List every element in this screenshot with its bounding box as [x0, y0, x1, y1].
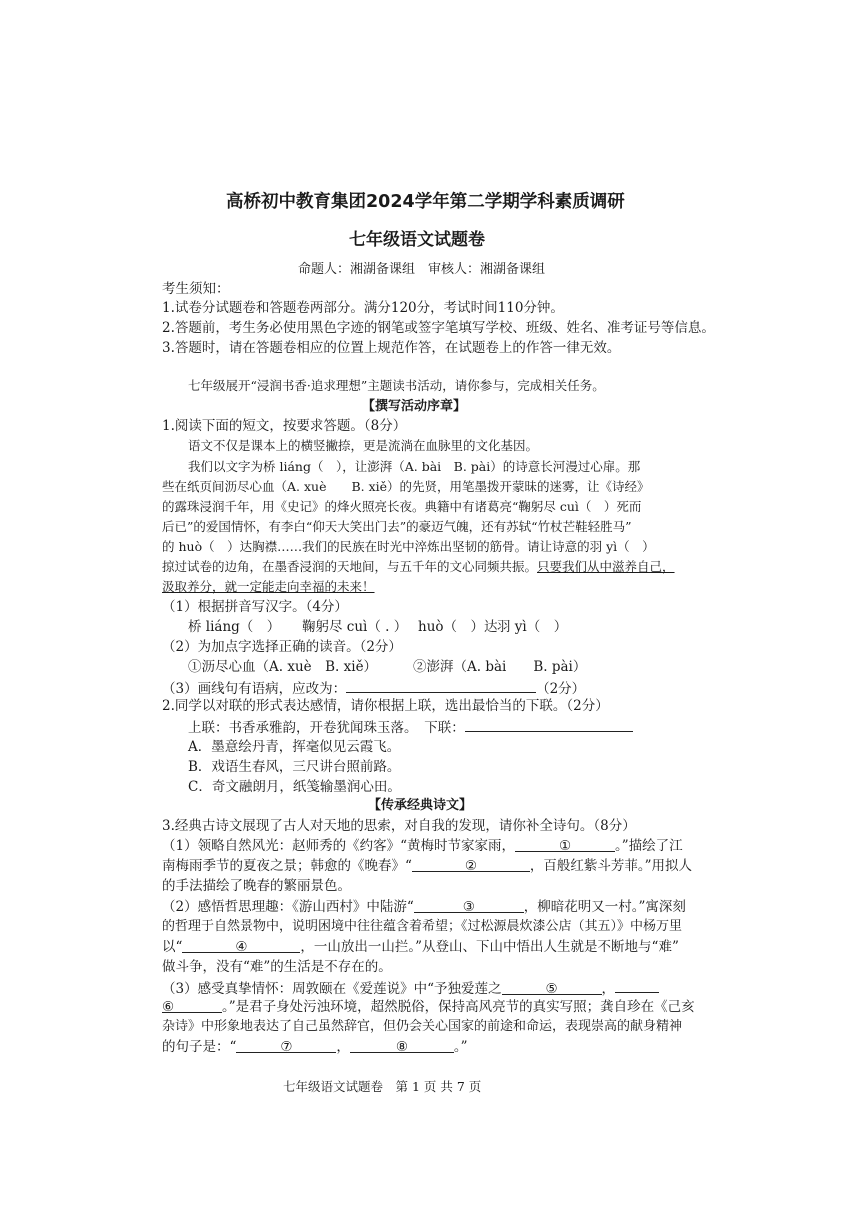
q1-passage-line: 的露珠浸润千年，用《史记》的烽火照亮长夜。典籍中有诸葛亮“鞠躬尽 cuì（ ）死而	[162, 499, 642, 514]
q1-sub1: （1）根据拼音写汉字。（4分）	[162, 599, 348, 615]
q1-passage-line: 后已”的爱国情怀，有李白“仰天大笑出门去”的豪迈气魄，还有苏轼“竹杖芒鞋轻胜马”	[162, 519, 632, 534]
q1-passage-line: 的 huò（ ）达胸襟……我们的民族在时光中淬炼出坚韧的筋骨。请让诗意的羽 yì（ ）	[162, 539, 655, 554]
q3-p3-line: ⑥ 。”是君子身处污浊环境，超然脱俗，保持高风亮节的真实写照；龚自珍在《己亥	[162, 999, 695, 1015]
answer-blank	[615, 978, 659, 993]
notice-item-1: 1.试卷分试题卷和答题卷两部分。满分120分，考试时间110分钟。	[162, 300, 564, 316]
q1-sub3: （3）画线句有语病，应改为： （2分）	[162, 678, 585, 698]
q1-sub1-item: 羽 yì（ ）	[497, 619, 568, 635]
q3-p1-line: 的手法描绘了晚春的繁丽景色。	[162, 878, 351, 894]
q1-sub1-item: huò（ ）达	[418, 619, 498, 635]
notice-heading: 考生须知：	[162, 281, 230, 297]
underlined-sentence: 汲取养分，就一定能走向幸福的未来！	[162, 579, 375, 594]
answer-blank: ⑥	[162, 998, 222, 1013]
q3-p2-line: 的哲理于自然景物中，说明困境中往往蕴含着希望；《过松源晨炊漆公店（其五）》中杨万里	[162, 919, 683, 934]
page-footer: 七年级语文试题卷 第 1 页 共 7 页	[283, 1079, 482, 1094]
answer-blank: ③	[414, 898, 524, 913]
q2-option: C．奇文融朗月，纸笺输墨润心田。	[188, 779, 401, 795]
answer-blank: ⑤	[502, 980, 602, 995]
q1-sub1-item: 桥 liáng（ ）	[188, 619, 281, 635]
q1-sub1-item: 鞠躬尽 cuì（ . ）	[302, 619, 408, 635]
q1-passage-line: 我们以文字为桥 liáng（ ），让澎湃（A. bài B. pài）的诗意长河漫过心扉。那	[188, 459, 641, 474]
q1-stem: 1.阅读下面的短文，按要求答题。（8分）	[162, 418, 407, 434]
q2-upper-couplet: 上联：书香承雅韵，开卷犹闻珠玉落。 下联：	[188, 717, 633, 737]
answer-blank: ⑧	[350, 1038, 454, 1053]
q3-p3-line: （3）感受真挚情怀：周敦颐在《爱莲说》中“予独爱莲之 ⑤ ，	[162, 978, 659, 998]
q3-p2-line: 做斗争，没有“难”的生活是不存在的。	[162, 959, 392, 975]
q2-stem: 2.同学以对联的形式表达感情，请你根据上联，选出最恰当的下联。（2分）	[162, 698, 609, 714]
answer-blank: ④	[182, 938, 300, 953]
q2-option: B．戏语生春风，三尺讲台照前路。	[188, 759, 401, 775]
q3-p3-line: 的句子是：“ ⑦ ， ⑧ 。”	[162, 1039, 468, 1055]
answer-blank	[346, 678, 536, 693]
q3-p1-line: 南梅雨季节的夏夜之景；韩愈的《晚春》“ ② ，百般红紫斗芳菲。”用拟人	[162, 858, 693, 874]
q3-stem: 3.经典古诗文展现了古人对天地的思索，对自我的发现，请你补全诗句。（8分）	[162, 818, 636, 834]
q1-sub2: （2）为加点字选择正确的读音。（2分）	[162, 639, 402, 655]
q3-p1-line: （1）领略自然风光：赵师秀的《约客》“黄梅时节家家雨， ① 。”描绘了江	[162, 838, 683, 854]
section-heading-2: 【传承经典诗文】	[368, 798, 473, 813]
q3-p2-line: 以“ ④ ，一山放出一山拦。”从登山、下山中悟出人生就是不断地与“难”	[162, 939, 679, 955]
exam-title: 高桥初中教育集团2024学年第二学期学科素质调研	[226, 192, 625, 212]
answer-blank: ②	[412, 857, 530, 872]
q1-sub2-item: ①沥尽心血（A. xuè B. xiě）	[188, 659, 378, 675]
q3-p2-line: （2）感悟哲思理趣：《游山西村》中陆游“ ③ ，柳暗花明又一村。”寓深刻	[162, 899, 686, 915]
answer-blank: ⑦	[236, 1038, 336, 1053]
notice-item-2: 2.答题前，考生务必使用黑色字迹的钢笔或签字笔填写学校、班级、姓名、准考证号等信息。	[162, 320, 715, 336]
q1-passage-line: 些在纸页间沥尽心血（A. xuè B. xiě）的先贤，用笔墨拨开蒙昧的迷雾，让《诗经》	[162, 479, 650, 494]
notice-item-3: 3.答题时，请在答题卷相应的位置上规范作答，在试题卷上的作答一律无效。	[162, 340, 621, 356]
q3-p3-line: 杂诗》中形象地表达了自己虽然辞官，但仍会关心国家的前途和命运，表现崇高的献身精神	[162, 1019, 683, 1034]
q1-passage-line: 掠过试卷的边角，在墨香浸润的天地间，与五千年的文心同频共振。只要我们从中滋养自己，	[162, 559, 675, 574]
q2-option: A．墨意绘丹青，挥毫似见云霞飞。	[188, 739, 401, 755]
authors-line: 命题人：湘湖备课组 审核人：湘湖备课组	[298, 262, 546, 277]
exam-subtitle: 七年级语文试题卷	[349, 230, 485, 250]
underlined-sentence: 只要我们从中滋养自己，	[537, 559, 675, 574]
q1-sub2-item: ②澎湃（A. bài B. pài）	[413, 659, 587, 675]
q1-passage-line: 语文不仅是课本上的横竖撇捺，更是流淌在血脉里的文化基因。	[188, 438, 539, 453]
section-heading-1: 【撰写活动序章】	[362, 399, 467, 414]
activity-intro: 七年级展开“浸润书香·追求理想”主题读书活动，请你参与，完成相关任务。	[188, 378, 605, 393]
answer-blank: ①	[515, 837, 615, 852]
answer-blank	[465, 717, 633, 732]
